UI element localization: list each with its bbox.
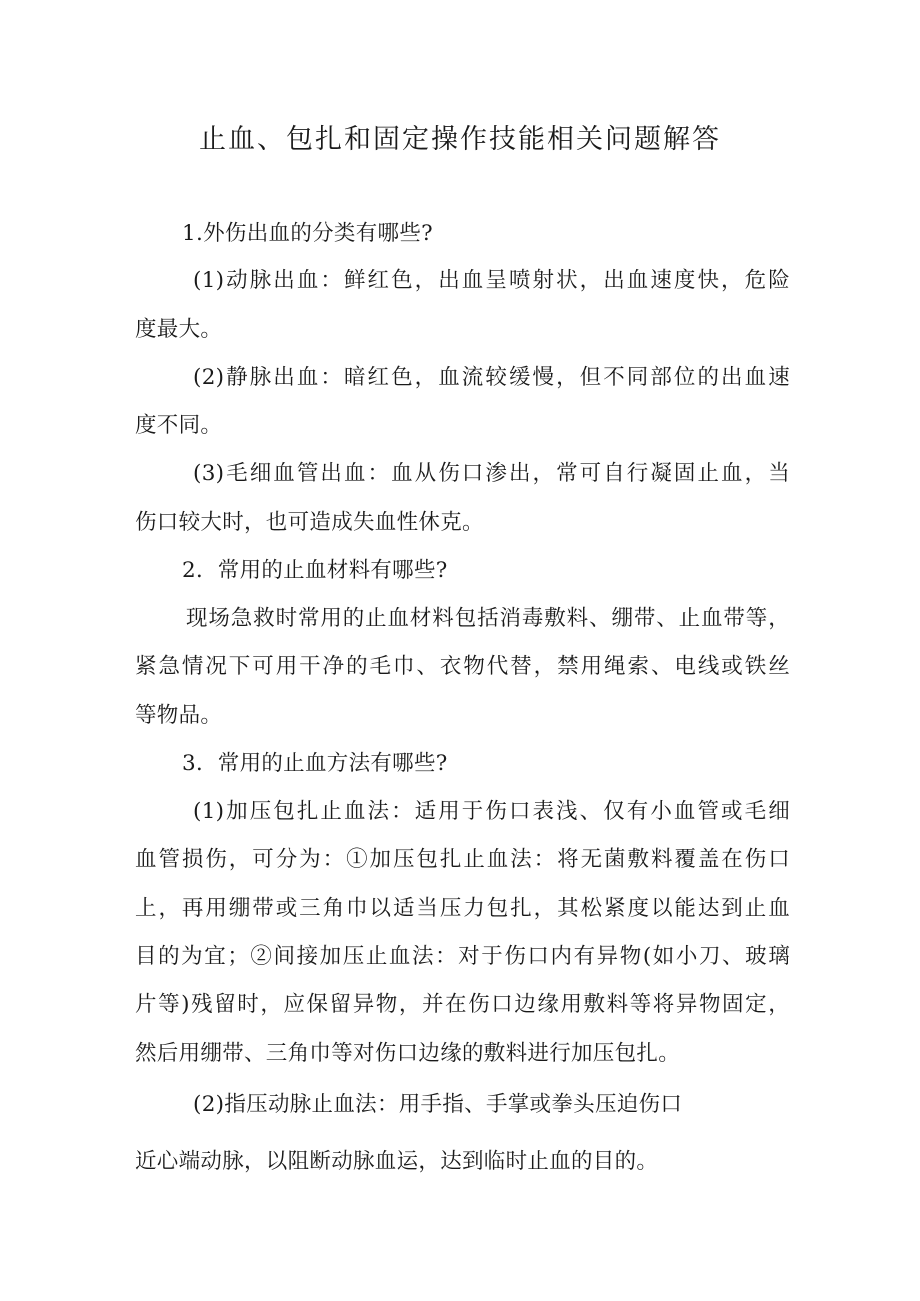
paragraph-line: 上，再用绷带或三角巾以适当压力包扎，其松紧度以能达到止血 xyxy=(135,896,790,921)
paragraph-line: 等物品。 xyxy=(135,703,223,728)
paragraph-line: 目的为宜；②间接加压止血法：对于伤口内有异物(如小刀、玻璃 xyxy=(135,944,790,969)
paragraph-line: 然后用绷带、三角巾等对伤口边缘的敷料进行加压包扎。 xyxy=(135,1041,681,1066)
paragraph-line: (1)动脉出血：鲜红色，出血呈喷射状，出血速度快，危险 xyxy=(193,268,790,293)
paragraph-line: 紧急情况下可用干净的毛巾、衣物代替，禁用绳索、电线或铁丝 xyxy=(135,654,790,679)
paragraph-line: (3)毛细血管出血：血从伤口渗出，常可自行凝固止血，当 xyxy=(193,461,790,486)
paragraph-line: 度最大。 xyxy=(135,317,223,342)
question-2-heading: 2．常用的止血材料有哪些? xyxy=(182,558,448,583)
paragraph-line: 度不同。 xyxy=(135,413,223,438)
page-title: 止血、包扎和固定操作技能相关问题解答 xyxy=(199,124,721,155)
paragraph-line: 片等)残留时，应保留异物，并在伤口边缘用敷料等将异物固定， xyxy=(135,992,790,1017)
question-3-heading: 3．常用的止血方法有哪些? xyxy=(182,751,448,776)
question-1-heading: 1.外伤出血的分类有哪些? xyxy=(182,221,433,246)
paragraph-line: (2)静脉出血：暗红色，血流较缓慢，但不同部位的出血速 xyxy=(193,365,790,390)
paragraph-line: 血管损伤，可分为：①加压包扎止血法：将无菌敷料覆盖在伤口 xyxy=(135,847,790,872)
paragraph-line: (2)指压动脉止血法：用手指、手掌或拳头压迫伤口 xyxy=(193,1092,683,1117)
paragraph-line: 近心端动脉，以阻断动脉血运，达到临时止血的目的。 xyxy=(135,1149,659,1174)
paragraph-line: 现场急救时常用的止血材料包括消毒敷料、绷带、止血带等， xyxy=(186,606,790,631)
paragraph-line: 伤口较大时，也可造成失血性休克。 xyxy=(135,510,484,535)
paragraph-line: (1)加压包扎止血法：适用于伤口表浅、仅有小血管或毛细 xyxy=(193,799,790,824)
